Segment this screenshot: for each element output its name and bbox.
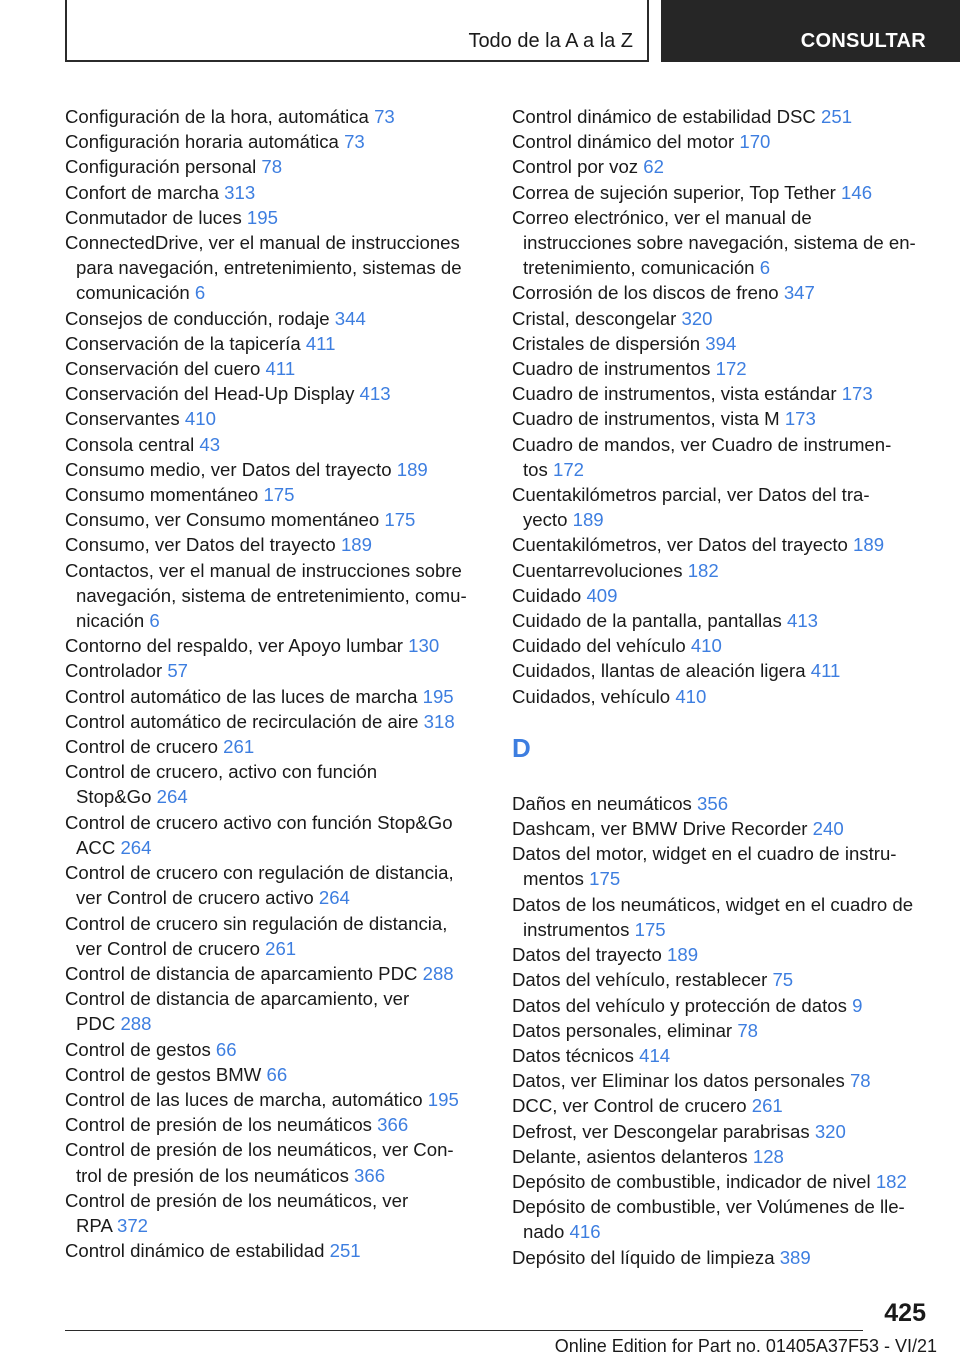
index-entry-text: Datos del motor, widget en el cuadro de instru- — [512, 843, 897, 865]
index-entry — [512, 1144, 952, 1169]
index-entry — [512, 967, 952, 992]
index-entry-text: Configuración horaria automática — [65, 131, 339, 153]
index-entry — [65, 1188, 505, 1213]
page-number: 425 — [884, 1299, 926, 1327]
index-page-link[interactable]: 389 — [779, 1246, 811, 1268]
index-entry-continuation — [512, 457, 952, 482]
index-entry-text: comunicación — [76, 282, 190, 304]
index-entry-text: Consumo, ver Datos del trayecto — [65, 534, 336, 556]
index-entry-text: Cuidado del vehículo — [512, 635, 686, 657]
index-entry-text: Conmutador de luces — [65, 206, 242, 228]
index-page-link[interactable]: 146 — [841, 181, 873, 203]
index-entry-text: Cuentakilómetros parcial, ver Datos del tra- — [512, 484, 870, 506]
index-page-link[interactable]: 195 — [422, 685, 454, 707]
index-entry-text: Control de gestos — [65, 1038, 211, 1060]
index-entry-text: Control de crucero — [65, 736, 218, 758]
index-entry — [512, 381, 952, 406]
index-entry-text: Contactos, ver el manual de instrucciones sobre — [65, 559, 462, 581]
index-entry — [512, 1169, 952, 1194]
index-page-link[interactable]: 172 — [552, 458, 585, 480]
header-consult-tab[interactable] — [661, 0, 960, 62]
index-entry-text: navegación, sistema de entretenimiento, comu- — [76, 584, 467, 606]
index-page-link[interactable]: 251 — [329, 1240, 361, 1262]
index-entry — [512, 129, 952, 154]
index-entry-text: Cristal, descongelar — [512, 307, 677, 329]
index-entry — [512, 532, 952, 557]
index-entry — [512, 791, 952, 816]
index-page-link[interactable]: 66 — [266, 1063, 288, 1085]
index-entry-text: Consumo, ver Consumo momentáneo — [65, 509, 380, 531]
index-entry-text: Control de crucero sin regulación de distancia, — [65, 912, 448, 934]
index-entry — [65, 860, 505, 885]
index-entry-text: nado — [523, 1221, 565, 1243]
index-page-link[interactable]: 356 — [697, 792, 729, 814]
index-entry-text: Controlador — [65, 660, 163, 682]
index-entry — [65, 180, 505, 205]
index-page-link[interactable]: 73 — [374, 106, 395, 127]
index-entry — [512, 1043, 952, 1068]
index-entry — [65, 1238, 505, 1263]
index-entry-text: Defrost, ver Descongelar parabrisas — [512, 1120, 810, 1142]
index-entry — [65, 633, 505, 658]
index-page-link[interactable]: 78 — [737, 1019, 758, 1041]
index-entry-text: Datos de los neumáticos, widget en el cuadro de — [512, 893, 914, 915]
index-page-link[interactable]: 313 — [224, 181, 256, 203]
index-page-link[interactable]: 189 — [667, 944, 699, 966]
index-page-link[interactable]: 261 — [223, 736, 255, 758]
index-entry-text: Cuidado — [512, 584, 582, 606]
index-entry-continuation — [65, 1213, 505, 1238]
index-entry-text: Control automático de recirculación de aire — [65, 710, 419, 732]
index-entry — [65, 709, 505, 734]
index-entry — [65, 482, 505, 507]
index-entry-text: trol de presión de los neumáticos — [76, 1164, 349, 1186]
index-entry-text: Control dinámico de estabilidad DSC — [512, 106, 816, 127]
index-page-link[interactable]: 366 — [377, 1114, 409, 1136]
index-entry — [65, 1062, 505, 1087]
index-entry-text: Conservación del Head-Up Display — [65, 383, 355, 405]
index-entry — [512, 154, 952, 179]
index-page-link[interactable]: 66 — [215, 1038, 237, 1060]
index-entry — [65, 986, 505, 1011]
index-page-link[interactable]: 9 — [852, 994, 863, 1016]
index-page-link[interactable]: 240 — [812, 818, 844, 840]
index-entry-text: Cuentakilómetros, ver Datos del trayecto — [512, 534, 848, 556]
index-entry — [65, 810, 505, 835]
index-entry-text: Control dinámico del motor — [512, 131, 735, 153]
index-page-link[interactable]: 195 — [246, 206, 278, 228]
index-entry-text: Control de presión de los neumáticos — [65, 1114, 372, 1136]
index-page-link[interactable]: 78 — [261, 156, 283, 178]
index-entry — [512, 841, 952, 866]
index-entry — [65, 1112, 505, 1137]
index-entry — [65, 532, 505, 557]
index-entry-text: Daños en neumáticos — [512, 792, 692, 814]
index-entry-text: ver Control de crucero activo — [76, 887, 314, 909]
index-entry-continuation — [512, 507, 952, 532]
index-entry — [65, 734, 505, 759]
index-entry — [512, 583, 952, 608]
index-entry-text: Dashcam, ver BMW Drive Recorder — [512, 818, 808, 840]
index-entry-continuation — [512, 866, 952, 891]
index-page-link[interactable]: 366 — [354, 1164, 386, 1186]
index-page-link[interactable]: 175 — [263, 484, 295, 506]
index-entry-text: Confort de marcha — [65, 181, 219, 203]
index-entry — [65, 1037, 505, 1062]
index-entry-text: para navegación, entretenimiento, sistemas de — [76, 257, 462, 279]
index-page-link[interactable]: 411 — [810, 660, 841, 682]
index-entry — [65, 658, 505, 683]
index-entry — [65, 684, 505, 709]
index-entry — [512, 432, 952, 457]
index-entry-text: Conservación de la tapicería — [65, 332, 301, 354]
index-entry-text: Control de crucero, activo con función — [65, 761, 378, 783]
index-page-link[interactable]: 175 — [589, 868, 621, 890]
index-entry-continuation — [65, 1011, 505, 1036]
index-page-link[interactable]: 6 — [149, 610, 160, 632]
index-entry — [512, 558, 952, 583]
index-entry-text: ACC — [76, 836, 116, 858]
index-entry — [512, 306, 952, 331]
index-page-link[interactable]: 175 — [634, 918, 666, 940]
index-entry-text: yecto — [523, 509, 568, 531]
index-entry-text: Consumo medio, ver Datos del trayecto — [65, 458, 392, 480]
index-entry-text: Control por voz — [512, 156, 639, 178]
index-entry — [512, 1194, 952, 1219]
index-entry — [65, 911, 505, 936]
index-entry-text: Depósito del líquido de limpieza — [512, 1246, 775, 1268]
index-entry — [512, 180, 952, 205]
index-page-link[interactable]: 320 — [814, 1120, 846, 1142]
index-page-link[interactable]: 43 — [199, 433, 221, 455]
index-entry — [512, 892, 952, 917]
index-entry — [512, 280, 952, 305]
index-entry — [65, 406, 505, 431]
index-entry-text: RPA — [76, 1214, 112, 1236]
index-entry-text: Control de distancia de aparcamiento, ver — [65, 988, 410, 1010]
index-entry — [65, 457, 505, 482]
index-page-link[interactable]: 189 — [572, 509, 604, 531]
index-page-link[interactable]: 6 — [759, 257, 771, 279]
index-entry — [512, 1068, 952, 1093]
index-page-link[interactable]: 409 — [586, 584, 618, 606]
index-page-link[interactable]: 288 — [422, 962, 454, 984]
index-letter-heading: D — [512, 732, 531, 763]
index-entry-text: tretenimiento, comunicación — [523, 257, 755, 279]
index-page-link[interactable]: 175 — [384, 509, 416, 531]
index-entry — [65, 507, 505, 532]
index-entry — [512, 608, 952, 633]
index-page-link[interactable]: 411 — [265, 358, 296, 380]
index-page-link[interactable]: 394 — [705, 332, 737, 354]
index-page-link[interactable]: 75 — [772, 969, 794, 991]
index-entry-text: Cuadro de instrumentos, vista M — [512, 408, 780, 430]
index-page-link[interactable]: 128 — [752, 1145, 784, 1167]
index-entry-text: Cuadro de instrumentos — [512, 358, 711, 380]
index-entry — [65, 104, 505, 129]
index-entry-continuation — [65, 255, 505, 280]
index-entry — [512, 331, 952, 356]
index-entry-continuation — [65, 784, 505, 809]
index-entry-text: Control de crucero activo con función Stop&Go — [65, 811, 453, 833]
index-entry-continuation — [512, 917, 952, 942]
index-page-link[interactable]: 6 — [194, 282, 206, 304]
index-page-link[interactable]: 173 — [784, 408, 816, 430]
index-entry-continuation — [65, 1163, 505, 1188]
index-entry — [512, 816, 952, 841]
index-entry — [65, 759, 505, 784]
index-entry — [65, 381, 505, 406]
index-page-link[interactable]: 264 — [318, 887, 350, 909]
footer-edition-text: Online Edition for Part no. 01405A37F53 - VI/21 — [554, 1336, 937, 1356]
index-entry-text: Cuidados, vehículo — [512, 685, 671, 707]
index-entry-text: Stop&Go — [76, 786, 152, 808]
index-page-link[interactable]: 182 — [875, 1170, 907, 1192]
index-entry — [512, 1093, 952, 1118]
index-entry-text: Consumo momentáneo — [65, 484, 259, 506]
index-entry-text: Datos, ver Eliminar los datos personales — [512, 1070, 845, 1092]
index-page-link[interactable]: 195 — [427, 1088, 459, 1110]
index-page-link[interactable]: 189 — [340, 534, 372, 556]
index-entry-text: tos — [523, 458, 548, 480]
index-page-link[interactable]: 264 — [156, 786, 188, 808]
index-page-link[interactable]: 170 — [739, 131, 771, 153]
index-entry-text: Delante, asientos delanteros — [512, 1145, 748, 1167]
index-entry-text: Control de presión de los neumáticos, ver — [65, 1189, 409, 1211]
index-entry-text: Corrosión de los discos de freno — [512, 282, 779, 304]
index-entry-continuation — [65, 885, 505, 910]
index-entry-text: instrucciones sobre navegación, sistema de en- — [523, 232, 916, 254]
index-entry-text: ConnectedDrive, ver el manual de instrucciones — [65, 232, 460, 254]
index-entry — [512, 1119, 952, 1144]
index-page-link[interactable]: 410 — [690, 635, 722, 657]
index-entry-text: Cuentarrevoluciones — [512, 559, 683, 581]
index-page-link[interactable]: 57 — [167, 660, 189, 682]
index-page-link[interactable]: 413 — [359, 383, 391, 405]
index-page-link[interactable]: 130 — [408, 635, 440, 657]
index-entry-text: Datos del trayecto — [512, 944, 662, 966]
index-entry — [65, 558, 505, 583]
index-entry — [65, 230, 505, 255]
index-page-link[interactable]: 318 — [423, 710, 455, 732]
index-entry — [65, 129, 505, 154]
index-entry — [65, 205, 505, 230]
header-section-box — [65, 0, 649, 62]
index-entry-text: PDC — [76, 1013, 116, 1035]
index-page-link[interactable]: 416 — [569, 1221, 601, 1243]
index-page-link[interactable]: 189 — [853, 534, 885, 556]
index-entry-text: Consola central — [65, 433, 195, 455]
consult-button-label[interactable]: CONSULTAR — [800, 30, 926, 52]
index-entry — [65, 961, 505, 986]
index-entry — [65, 1137, 505, 1162]
index-page-link[interactable]: 320 — [681, 307, 713, 329]
index-entry — [65, 331, 505, 356]
index-entry — [512, 205, 952, 230]
index-page-link[interactable]: 172 — [715, 358, 747, 380]
index-page-link[interactable]: 344 — [334, 307, 366, 329]
index-entry-text: Configuración de la hora, automática — [65, 106, 369, 127]
index-column-right — [512, 104, 952, 1270]
index-entry-text: mentos — [523, 868, 584, 890]
index-entry-text: Cuadro de mandos, ver Cuadro de instrumen- — [512, 433, 892, 455]
index-entry-text: Datos del vehículo y protección de datos — [512, 994, 847, 1016]
index-entry-text: Control de presión de los neumáticos, ver Con- — [65, 1139, 454, 1161]
index-entry-text: Depósito de combustible, ver Volúmenes de lle- — [512, 1196, 905, 1218]
index-entry-text: Depósito de combustible, indicador de nivel — [512, 1170, 871, 1192]
index-page-link[interactable]: 173 — [841, 383, 873, 405]
footer-divider — [65, 1330, 863, 1331]
index-entry-text: Consejos de conducción, rodaje — [65, 307, 330, 329]
index-entry-continuation — [65, 608, 505, 633]
index-entry-text: Configuración personal — [65, 156, 257, 178]
index-page-link[interactable]: 413 — [786, 610, 819, 632]
index-entry-text: nicación — [76, 610, 145, 632]
index-entry — [512, 104, 952, 129]
index-entry-text: ver Control de crucero — [76, 937, 260, 959]
index-page-link[interactable]: 414 — [639, 1044, 671, 1066]
index-entry-continuation — [512, 255, 952, 280]
index-page-link[interactable]: 288 — [120, 1013, 152, 1035]
index-page-link[interactable]: 410 — [675, 685, 707, 707]
index-entry-continuation — [512, 230, 952, 255]
index-page-link[interactable]: 347 — [783, 282, 815, 304]
index-entry-text: Cuidado de la pantalla, pantallas — [512, 610, 782, 632]
index-page-link[interactable]: 78 — [849, 1070, 871, 1092]
index-page-link[interactable]: 261 — [751, 1095, 783, 1117]
index-entry-text: Datos del vehículo, restablecer — [512, 969, 768, 991]
index-entry-text: Cuadro de instrumentos, vista estándar — [512, 383, 837, 405]
header-section-title[interactable]: Todo de la A a la Z — [468, 30, 633, 52]
index-page-link[interactable]: 182 — [687, 559, 719, 581]
index-page-link[interactable]: 264 — [120, 836, 152, 858]
index-page-link[interactable]: 372 — [117, 1214, 149, 1236]
index-entry-text: Conservantes — [65, 408, 180, 430]
index-entry-text: Control de las luces de marcha, automático — [65, 1088, 423, 1110]
index-entry-text: Contorno del respaldo, ver Apoyo lumbar — [65, 635, 403, 657]
index-entry — [512, 942, 952, 967]
index-entry — [512, 633, 952, 658]
index-entry-text: Conservación del cuero — [65, 358, 261, 380]
index-entry-text: Control de distancia de aparcamiento PDC — [65, 962, 418, 984]
index-entry — [512, 406, 952, 431]
index-entry — [512, 658, 952, 683]
index-entry-continuation — [65, 280, 505, 305]
index-entry-text: Cuidados, llantas de aleación ligera — [512, 660, 806, 682]
index-entry — [512, 1245, 952, 1270]
index-entry-text: Control de gestos BMW — [65, 1063, 262, 1085]
index-entry-text: Control de crucero con regulación de distancia, — [65, 862, 454, 884]
index-entry-text: Datos técnicos — [512, 1044, 634, 1066]
index-entry-continuation — [65, 835, 505, 860]
index-column-left — [65, 104, 505, 1263]
index-entry — [65, 154, 505, 179]
index-page-link[interactable]: 411 — [305, 332, 336, 354]
index-entry-continuation — [65, 936, 505, 961]
index-entry-text: Correa de sujeción superior, Top Tether — [512, 181, 836, 203]
index-entry-text: instrumentos — [523, 918, 630, 940]
index-page-link[interactable]: 73 — [344, 131, 365, 153]
index-entry — [512, 1018, 952, 1043]
index-entry-text: Control automático de las luces de marcha — [65, 685, 418, 707]
index-entry — [65, 432, 505, 457]
index-page-link[interactable]: 189 — [396, 458, 428, 480]
index-entry — [65, 306, 505, 331]
index-entry — [512, 482, 952, 507]
index-entry — [65, 356, 505, 381]
index-entry — [512, 684, 952, 709]
index-entry — [512, 993, 952, 1018]
index-entry — [512, 356, 952, 381]
index-entry-text: Datos personales, eliminar — [512, 1019, 733, 1041]
index-entry-continuation — [512, 1219, 952, 1244]
index-entry-text: DCC, ver Control de crucero — [512, 1095, 747, 1117]
index-entry-text: Control dinámico de estabilidad — [65, 1240, 325, 1262]
index-page-link[interactable]: 261 — [265, 937, 297, 959]
index-entry-text: Cristales de dispersión — [512, 332, 701, 354]
index-page-link[interactable]: 251 — [821, 106, 853, 127]
index-page-link[interactable]: 410 — [184, 408, 216, 430]
index-entry — [65, 1087, 505, 1112]
index-page-link[interactable]: 62 — [643, 156, 664, 178]
index-entry-continuation — [65, 583, 505, 608]
index-entry-text: Correo electrónico, ver el manual de — [512, 206, 812, 228]
